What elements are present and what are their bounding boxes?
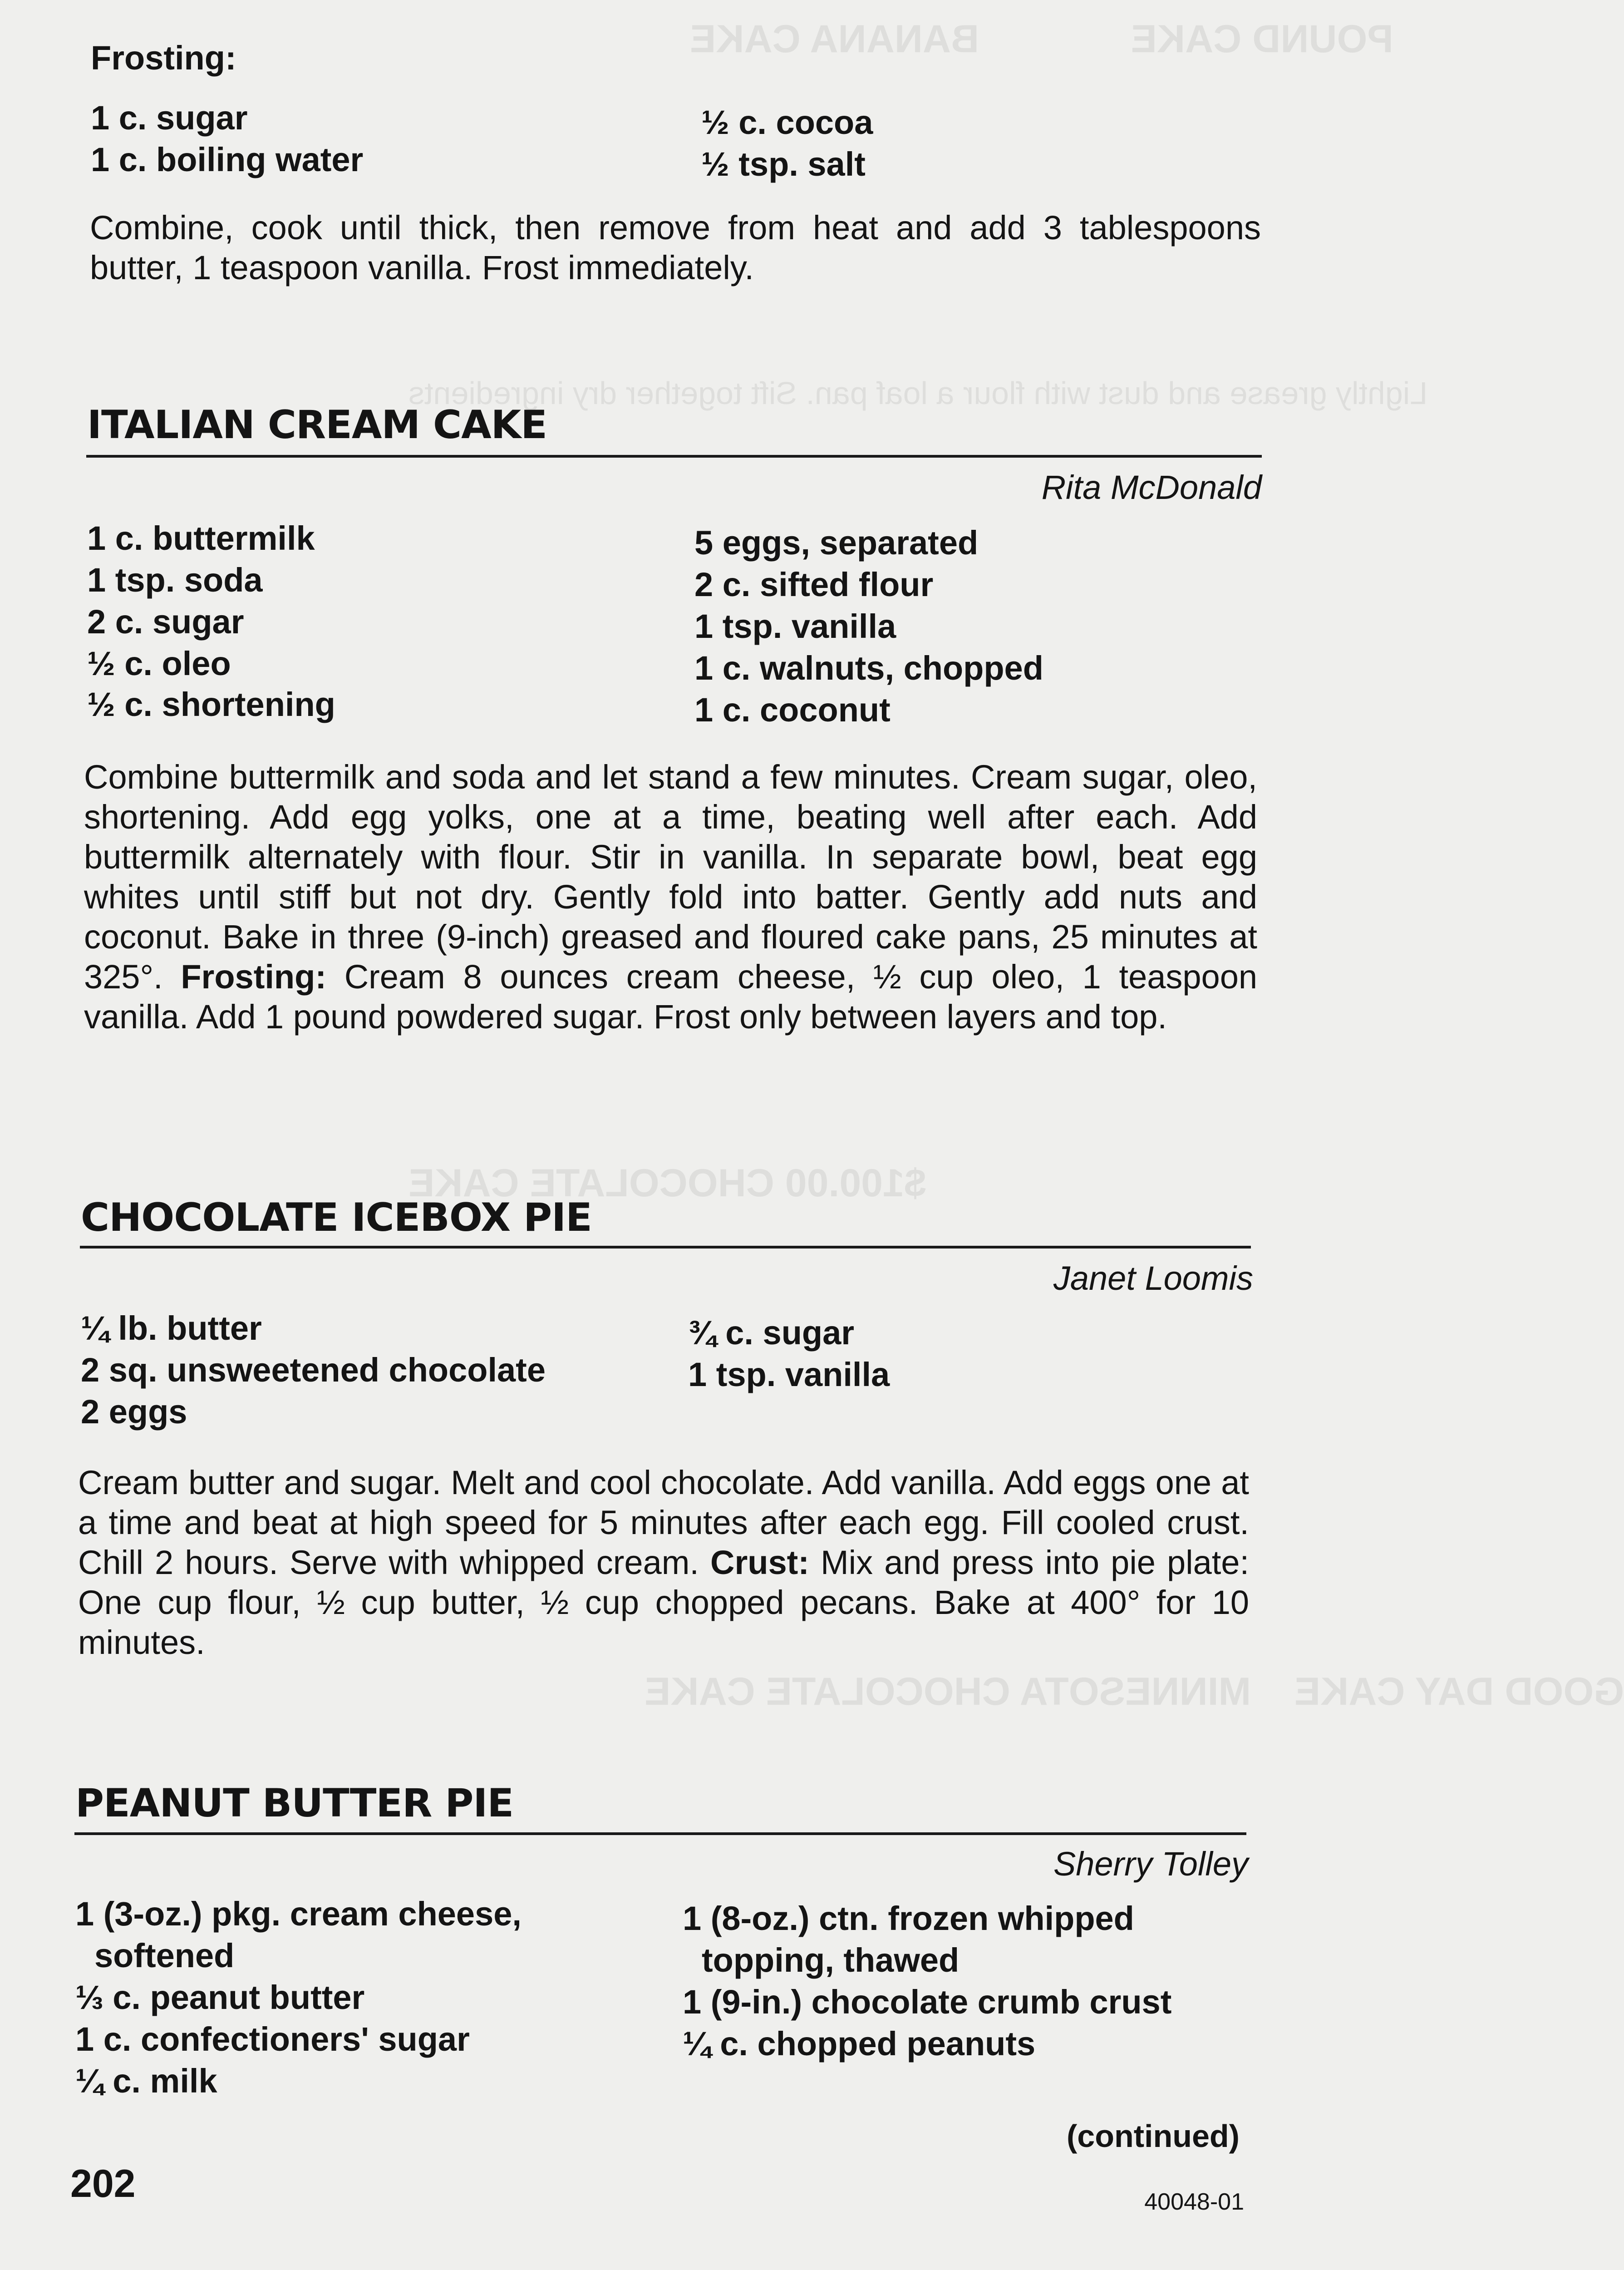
ingredient: 5 eggs, separated (694, 524, 979, 562)
ingredient: ¼ c. chopped peanuts (683, 2025, 1036, 2063)
ingredient: 1 c. confectioners' sugar (75, 2020, 470, 2058)
recipe-directions: Combine buttermilk and soda and let stand a few minutes. Cream sugar, oleo, shortening. Add egg yolks, one at a time, beating well after each. Add buttermilk alternately with flour. Stir in vanilla. In separate bowl, beat egg whites until stiff but not dry. Gently fold into batter. Gently add nuts and coconut. Bake in three (9-inch) greased and floured cake pans, 25 minutes at 325°. Frosting: Cream 8 ounces cream cheese, ½ cup oleo, 1 teaspoon vanilla. Add 1 pound powdered sugar. Frost only between layers and top. (84, 758, 1257, 1036)
ingredient: softened (94, 1937, 235, 1974)
title-rule (86, 455, 1262, 458)
frosting-label: Frosting: (91, 39, 236, 77)
frosting-directions: Combine, cook until thick, then remove from heat and add 3 tablespoons butter, 1 teaspoon vanilla. Frost immediately. (90, 209, 1261, 286)
ingredient: 1 c. coconut (694, 691, 891, 729)
recipe-author: Rita McDonald (1041, 469, 1262, 506)
ingredient: 1 c. buttermilk (87, 519, 315, 557)
ingredient: 1 tsp. soda (87, 561, 263, 599)
ingredient: ¾ c. sugar (688, 1314, 855, 1352)
title-rule (80, 1246, 1251, 1248)
ingredient: 2 eggs (81, 1393, 187, 1431)
ingredient: 1 (9-in.) chocolate crumb crust (683, 1983, 1172, 2021)
ingredient: 1 (8-oz.) ctn. frozen whipped (683, 1900, 1134, 1937)
ingredient: 2 c. sifted flour (694, 566, 934, 603)
show-through-text: $100.00 CHOCOLATE CAKE (408, 1161, 926, 1205)
page-number: 202 (70, 2162, 136, 2206)
recipe-title: PEANUT BUTTER PIE (75, 1781, 514, 1826)
ingredient: topping, thawed (702, 1941, 960, 1979)
ingredient: 1 (3-oz.) pkg. cream cheese, (75, 1895, 522, 1933)
recipe-directions: Cream butter and sugar. Melt and cool chocolate. Add vanilla. Add eggs one at a time and beat at high speed for 5 minutes after each egg. Fill cooled crust. Chill 2 hours. Serve with whipped cream. Crust: Mix and press into pie plate: One cup flour, ½ cup butter, ½ cup chopped pecans. Bake at 400° for 10 minutes. (78, 1464, 1250, 1661)
continued-note: (continued) (1066, 2118, 1240, 2154)
ingredient: 2 c. sugar (87, 603, 244, 641)
recipe-author: Sherry Tolley (1053, 1845, 1248, 1883)
show-through-text: POUND CAKE BANANA CAKE (690, 17, 1393, 61)
ingredient: ¼ lb. butter (81, 1309, 262, 1347)
ingredient: 1 c. walnuts, chopped (694, 649, 1043, 687)
title-rule (74, 1832, 1246, 1835)
recipe-author: Janet Loomis (1053, 1259, 1253, 1297)
show-through-text: GOOD DAY CAKE MINNESOTA CHOCOLATE CAKE (645, 1670, 1624, 1713)
ingredient: ½ c. oleo (87, 645, 231, 682)
show-through-text: Lightly grease and dust with flour a loaf pan. Sift together dry ingredients (408, 375, 1428, 411)
ingredient: ½ c. cocoa (701, 104, 873, 141)
recipe-title: ITALIAN CREAM CAKE (87, 402, 547, 448)
ingredient: ½ c. shortening (87, 686, 335, 723)
ingredient: ½ tsp. salt (701, 145, 866, 183)
ingredient: ¼ c. milk (75, 2062, 217, 2100)
ingredient: 2 sq. unsweetened chocolate (81, 1351, 546, 1389)
ingredient: 1 tsp. vanilla (688, 1356, 890, 1393)
ingredient: 1 c. boiling water (91, 141, 364, 178)
ingredient: ⅓ c. peanut butter (75, 1979, 365, 2016)
print-code: 40048-01 (1144, 2189, 1244, 2215)
ingredient: 1 c. sugar (91, 99, 248, 137)
ingredient: 1 tsp. vanilla (694, 607, 896, 645)
recipe-title: CHOCOLATE ICEBOX PIE (81, 1195, 592, 1240)
